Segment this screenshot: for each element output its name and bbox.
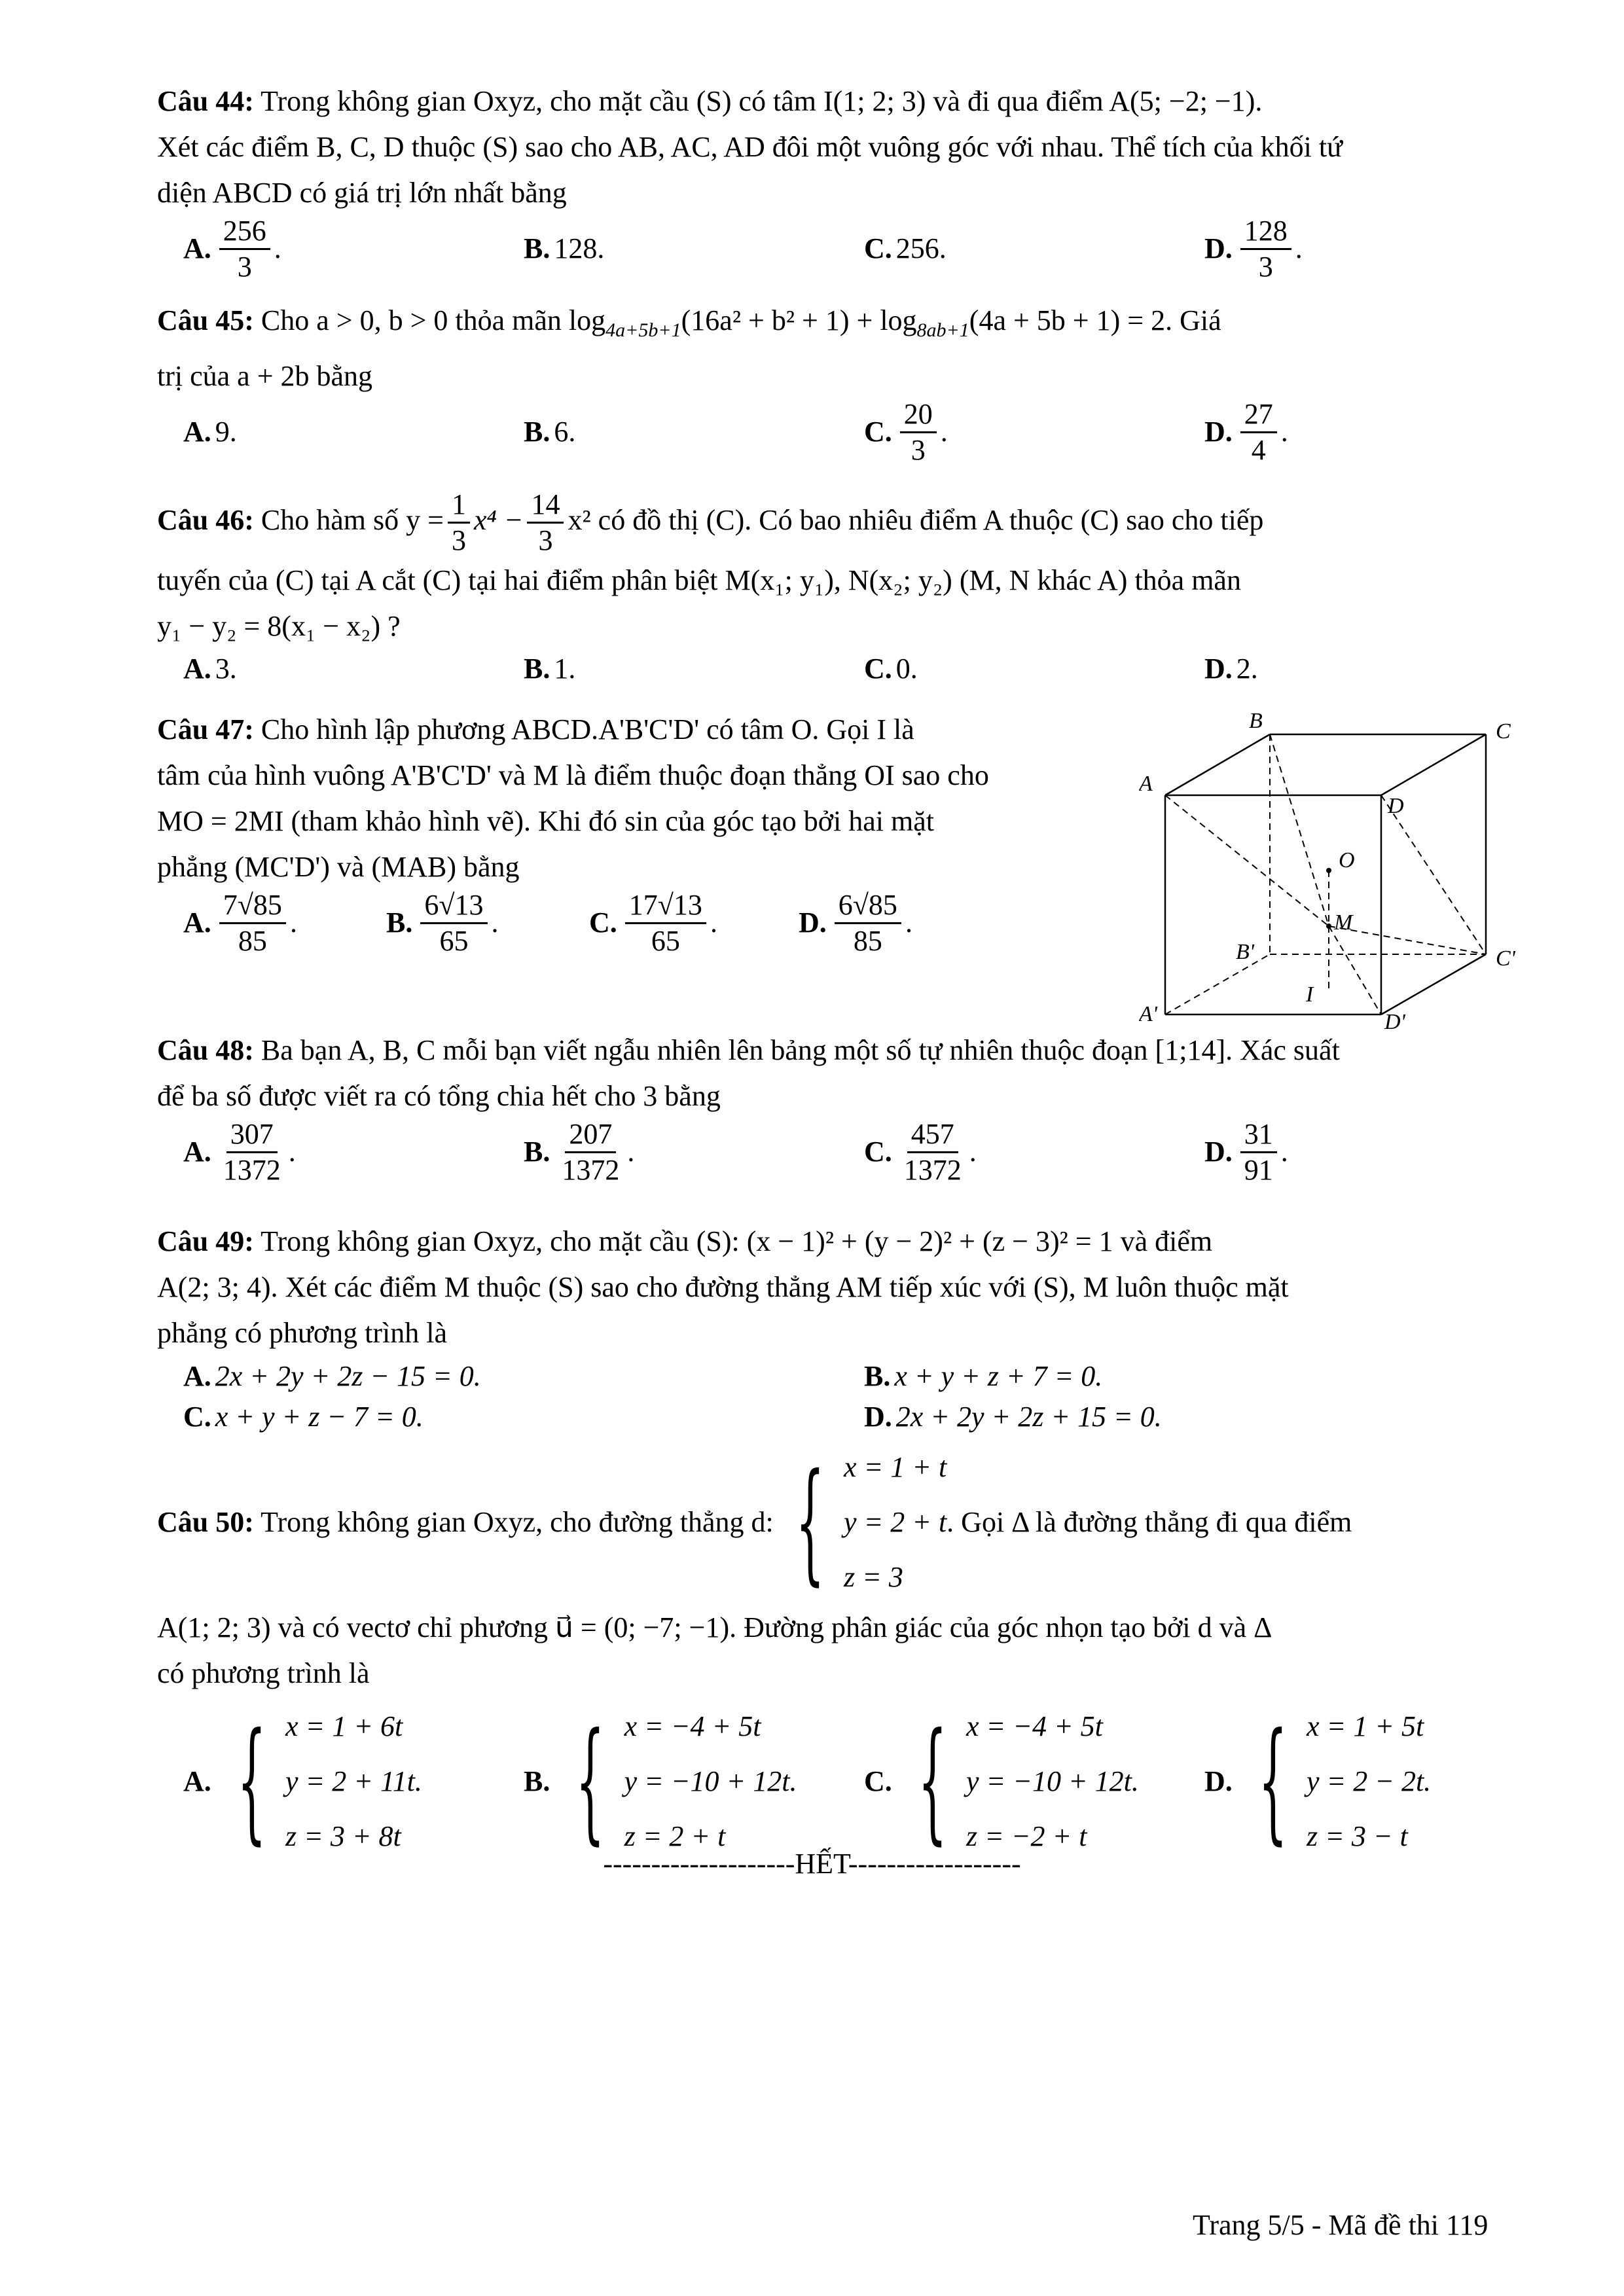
question-49: Câu 49: Trong không gian Oxyz, cho mặt cầu (S): (x − 1)² + (y − 2)² + (z − 3)² = 1 và điểm A(2; 3; 4). Xét các điểm M thuộc (S) sao cho đường thẳng AM tiếp xúc với (S), M luôn thuộc mặt phẳng có phương trình là A. 2x + 2y + 2z − 15 = 0. B. x + y + z + 7 = 0. C. x + y + z − 7 = 0. D. 2x + 2y + 2z + 15 = 0.	[157, 1219, 1525, 1441]
choice-c[interactable]: C. $\frac{17√13}{65}$ .	[589, 888, 717, 957]
question-label: Câu 47:	[157, 713, 254, 745]
question-text: trị của a + 2b bằng	[157, 360, 373, 392]
choice-d[interactable]: D. $\frac{31}{91}$ .	[1204, 1117, 1288, 1186]
choice-a[interactable]: A. { x = 1 + 6t y = 2 + 11t. z = 3 + 8t	[183, 1705, 422, 1857]
question-text: Trong không gian Oxyz, cho mặt cầu (S) có tâm I(1; 2; 3) và đi qua điểm A(5; −2; −1).	[253, 85, 1263, 117]
vertex-label: D'	[1384, 1010, 1405, 1034]
vertex-label: C	[1496, 719, 1511, 744]
vertex-label: D	[1388, 794, 1404, 818]
vertex-label: O	[1339, 848, 1355, 872]
question-44	[157, 79, 1525, 281]
vertex-label: B'	[1236, 940, 1255, 964]
question-text: phẳng (MC'D') và (MAB) bằng	[157, 851, 520, 883]
equation-system: { x = 1 + t y = 2 + t z = 3	[795, 1446, 947, 1598]
question-text: tuyến của (C) tại A cắt (C) tại hai điểm phân biệt M(x₁; y₁), N(x₂; y₂) (M, N khác A) thỏa mãn	[157, 564, 1241, 597]
choice-b[interactable]: B. 128.	[524, 232, 605, 264]
choice-c[interactable]: C. { x = −4 + 5t y = −10 + 12t. z = −2 + t	[864, 1705, 1139, 1857]
answer-choices	[157, 1356, 1525, 1441]
question-label: Câu 50:	[157, 1506, 254, 1538]
answer-choices	[157, 649, 1525, 689]
vertex-label: C'	[1496, 946, 1515, 971]
choice-a[interactable]: A. 9.	[183, 416, 237, 448]
vertex-label: A	[1139, 772, 1153, 796]
choice-c[interactable]: C. 256.	[864, 232, 947, 264]
vertex-label: I	[1306, 982, 1314, 1007]
choice-b[interactable]: B. $\frac{6√13}{65}$ .	[386, 888, 499, 957]
answer-choices	[157, 1119, 1525, 1185]
choice-d[interactable]: D. 2x + 2y + 2z + 15 = 0.	[864, 1401, 1162, 1433]
answer-choices	[157, 399, 1525, 465]
vertex-label: M	[1334, 910, 1353, 935]
question-text: để ba số được viết ra có tổng chia hết cho 3 bằng	[157, 1080, 721, 1112]
choice-c[interactable]: C. $\frac{457}{1372}$ .	[864, 1117, 977, 1186]
vertex-label: A'	[1139, 1002, 1158, 1026]
question-48: Câu 48: Ba bạn A, B, C mỗi bạn viết ngẫu nhiên lên bảng một số tự nhiên thuộc đoạn [1;14]. Xác suất để ba số được viết ra có tổng chia hết cho 3 bằng A. $\frac{307}{1372}$ . B. $\frac{207}{1372}$ . C. $\frac{457}{1372}$ . D. $\frac{31}{91}$ .	[157, 1028, 1525, 1185]
choice-c[interactable]: C. $\frac{20}{3}$ .	[864, 397, 948, 466]
choice-b[interactable]: B. 1.	[524, 653, 576, 685]
end-marker: --------------------HẾT------------------	[603, 1848, 1021, 1880]
answer-choices	[157, 216, 1525, 281]
choice-d[interactable]: D. 2.	[1204, 653, 1258, 685]
question-text: Xét các điểm B, C, D thuộc (S) sao cho AB, AC, AD đôi một vuông góc với nhau. Thể tích của khối tứ	[157, 131, 1343, 163]
choice-a[interactable]: A. $\frac{7√85}{85}$ .	[183, 888, 297, 957]
question-label: Câu 49:	[157, 1225, 254, 1257]
choice-a[interactable]: A. $\frac{256}{3}$ .	[183, 214, 281, 283]
vertex-label: B	[1249, 713, 1263, 733]
question-text: phẳng có phương trình là	[157, 1317, 448, 1349]
page-footer: Trang 5/5 - Mã đề thi 119	[1193, 2209, 1489, 2241]
choice-d[interactable]: D. $\frac{27}{4}$ .	[1204, 397, 1288, 466]
cube-figure	[1139, 713, 1532, 1041]
answer-choices	[157, 890, 1139, 956]
question-text: A(2; 3; 4). Xét các điểm M thuộc (S) sao cho đường thẳng AM tiếp xúc với (S), M luôn thuộc mặt	[157, 1271, 1289, 1303]
question-text: y₁ − y₂ = 8(x₁ − x₂) ?	[157, 610, 401, 643]
question-label: Câu 44:	[157, 85, 254, 117]
choice-d[interactable]: D. $\frac{6√85}{85}$ .	[799, 888, 912, 957]
question-label: Câu 48:	[157, 1034, 254, 1066]
answer-choices	[157, 1696, 1525, 1867]
choice-a[interactable]: A. 3.	[183, 653, 237, 685]
choice-b[interactable]: B. x + y + z + 7 = 0.	[864, 1360, 1103, 1392]
choice-c[interactable]: C. x + y + z − 7 = 0.	[183, 1401, 424, 1433]
choice-b[interactable]: B. $\frac{207}{1372}$ .	[524, 1117, 635, 1186]
question-46: Câu 46: Cho hàm số y = $\frac{1}{3}$ x⁴ − $\frac{14}{3}$ x² có đồ thị (C). Có bao nhiêu điểm A thuộc (C) sao cho tiếp tuyến của (C) tại A cắt (C) tại hai điểm phân biệt M(x₁; y₁), N(x₂; y₂) (M, N khác A) thỏa mãn y₁ − y₂ = 8(x₁ − x₂) ? A. 3. B. 1. C. 0. D. 2.	[157, 484, 1525, 689]
question-50: Câu 50: Trong không gian Oxyz, cho đường thẳng d: { x = 1 + t y = 2 + t z = 3 . Gọi Δ là đường thẳng đi qua điểm A(1; 2; 3) và có vectơ chỉ phương u⃗ = (0; −7; −1). Đường phân giác của góc nhọn tạo bởi d và Δ có phương trình là A. { x = 1 + 6t y = 2 + 11t. z = 3 + 8t B. { x = −4 + 5t y = −10 + 12t. z = 2 + t C. { x = −4 + 5t y = −10 + 12t. z = −2 + t D. { x = 1 + 5t y = 2 − 2t. z = 3 − t	[157, 1440, 1525, 1867]
question-text: A(1; 2; 3) và có vectơ chỉ phương u⃗ = (0; −7; −1). Đường phân giác của góc nhọn tạo bởi d và Δ	[157, 1611, 1272, 1643]
question-label: Câu 45:	[157, 304, 254, 336]
choice-c[interactable]: C. 0.	[864, 653, 918, 685]
question-label: Câu 46:	[157, 504, 254, 536]
choice-d[interactable]: D. $\frac{128}{3}$ .	[1204, 214, 1303, 283]
question-text: diện ABCD có giá trị lớn nhất bằng	[157, 177, 567, 209]
question-text: tâm của hình vuông A'B'C'D' và M là điểm thuộc đoạn thẳng OI sao cho	[157, 759, 989, 791]
choice-b[interactable]: B. 6.	[524, 416, 576, 448]
choice-d[interactable]: D. { x = 1 + 5t y = 2 − 2t. z = 3 − t	[1204, 1705, 1432, 1857]
choice-b[interactable]: B. { x = −4 + 5t y = −10 + 12t. z = 2 + t	[524, 1705, 797, 1857]
question-47: Câu 47: Cho hình lập phương ABCD.A'B'C'D' có tâm O. Gọi I là tâm của hình vuông A'B'C'D' và M là điểm thuộc đoạn thẳng OI sao cho MO = 2MI (tham khảo hình vẽ). Khi đó sin của góc tạo bởi hai mặt phẳng (MC'D') và (MAB) bằng A. $\frac{7√85}{85}$ . B. $\frac{6√13}{65}$ . C. $\frac{17√13}{65}$ . D. $\frac{6√85}{85}$ .	[157, 707, 1139, 956]
question-text: có phương trình là	[157, 1657, 370, 1689]
question-45: Câu 45: Cho a > 0, b > 0 thỏa mãn $\log_{4a+5b+1}(16a^2 + b^2 + 1) + \log_{8ab+1}(4a + 5b + 1) = 2$. Giá trị của a + 2b bằng A. 9. B. 6. C. $\frac{20}{3}$ . D. $\frac{27}{4}$ .	[157, 298, 1525, 465]
choice-a[interactable]: A. 2x + 2y + 2z − 15 = 0.	[183, 1360, 481, 1392]
choice-a[interactable]: A. $\frac{307}{1372}$ .	[183, 1117, 296, 1186]
question-text: MO = 2MI (tham khảo hình vẽ). Khi đó sin của góc tạo bởi hai mặt	[157, 805, 934, 837]
